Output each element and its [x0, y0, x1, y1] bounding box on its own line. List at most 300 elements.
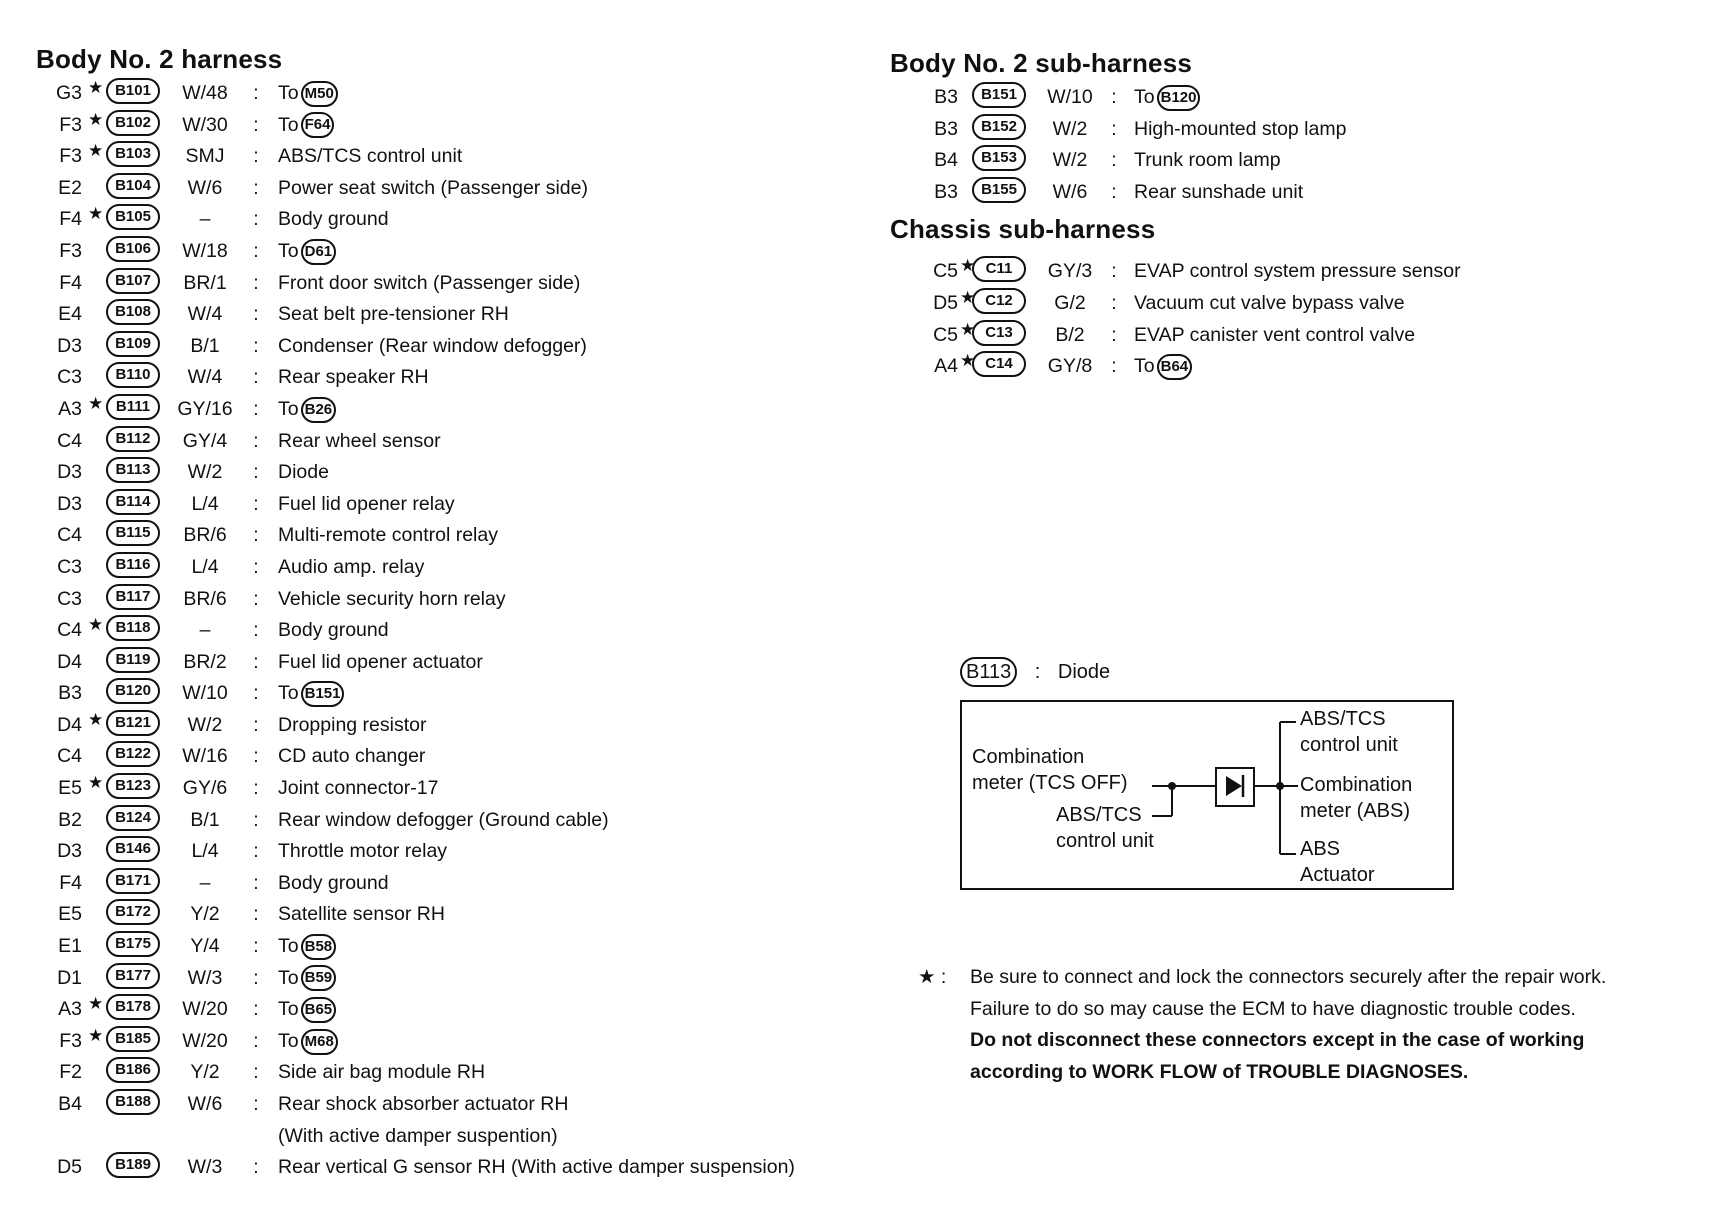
mating-connector-badge: D61: [301, 239, 337, 265]
wire-spec: Y/4: [190, 935, 220, 958]
connector-description: [278, 110, 334, 142]
to-label: To: [278, 113, 299, 136]
connector-row: [36, 931, 886, 963]
wire-spec: W/6: [1052, 180, 1088, 203]
wire-spec: W/20: [182, 1029, 228, 1052]
connector-row: [36, 615, 886, 647]
colon-separator: :: [1111, 291, 1117, 314]
connector-row: [36, 331, 886, 363]
mating-connector-badge: B151: [301, 681, 345, 707]
connector-row: [36, 1152, 886, 1184]
wire-spec: W/4: [187, 366, 223, 389]
wire-spec: W/2: [1052, 117, 1088, 140]
connector-description: Multi-remote control relay: [278, 524, 498, 547]
grid-reference: F2: [59, 1061, 82, 1084]
chassis-title: Chassis sub-harness: [890, 214, 1156, 245]
connector-row: [890, 177, 1720, 209]
mating-connector-badge: B64: [1157, 354, 1193, 380]
abs-tcs-output-label: ABS/TCS control unit: [1300, 708, 1398, 756]
to-label: To: [278, 1029, 299, 1052]
connector-row: [36, 584, 886, 616]
note-line-4: according to WORK FLOW of TROUBLE DIAGNOSES.: [970, 1060, 1469, 1083]
connector-description: Trunk room lamp: [1134, 149, 1281, 172]
colon-separator: :: [253, 176, 259, 199]
connector-description: Audio amp. relay: [278, 555, 425, 578]
grid-reference: D3: [57, 334, 82, 357]
colon-separator: :: [253, 334, 259, 357]
connector-row: [36, 710, 886, 742]
diode-caption: [960, 656, 1110, 688]
wire-spec: B/2: [1055, 323, 1085, 346]
wire-spec: W/2: [187, 461, 223, 484]
to-label: To: [278, 682, 299, 705]
grid-reference: D3: [57, 840, 82, 863]
connector-badge: B116: [106, 552, 160, 578]
connector-row: [36, 994, 886, 1026]
connector-row: [890, 288, 1720, 320]
connector-description: Fuel lid opener actuator: [278, 650, 483, 673]
star-mark: ★: [960, 287, 976, 307]
connector-badge: B106: [106, 236, 160, 262]
connector-badge: B121: [106, 710, 160, 736]
connector-description: Vacuum cut valve bypass valve: [1134, 291, 1405, 314]
grid-reference: D5: [933, 291, 958, 314]
connector-description: Rear window defogger (Ground cable): [278, 808, 609, 831]
connector-badge: B110: [106, 362, 160, 388]
star-mark: ★: [88, 204, 104, 224]
connector-badge: C13: [972, 320, 1026, 346]
connector-description: CD auto changer: [278, 745, 426, 768]
colon-separator: :: [253, 808, 259, 831]
wire-spec: GY/3: [1047, 260, 1093, 283]
connector-description: Joint connector-17: [278, 777, 439, 800]
connector-row: [36, 899, 886, 931]
colon-separator: :: [253, 840, 259, 863]
wire-spec: W/10: [182, 682, 228, 705]
connector-badge: B175: [106, 931, 160, 957]
wire-spec: W/3: [187, 1156, 223, 1179]
connector-row: [36, 426, 886, 458]
connector-badge: B108: [106, 299, 160, 325]
body-no2-harness-section: [36, 42, 886, 1184]
connector-badge: B105: [106, 204, 160, 230]
wire-spec: BR/1: [183, 271, 227, 294]
grid-reference: D4: [57, 713, 82, 736]
colon-separator: :: [1111, 260, 1117, 283]
grid-reference: B3: [934, 86, 958, 108]
connector-row: [36, 678, 886, 710]
star-note-mark: ★ :: [918, 966, 947, 988]
wire-spec: BR/6: [183, 524, 227, 547]
connector-row: [890, 114, 1720, 146]
colon-separator: :: [253, 682, 259, 705]
connector-description: Body ground: [278, 619, 389, 642]
connector-badge: B109: [106, 331, 160, 357]
connector-row: [36, 141, 886, 173]
connector-row: [36, 773, 886, 805]
colon-separator: :: [253, 1093, 259, 1115]
connector-row: [890, 320, 1720, 352]
connector-badge: B103: [106, 141, 160, 167]
grid-reference: B2: [58, 808, 82, 831]
connector-badge: B120: [106, 678, 160, 704]
colon-separator: :: [1111, 180, 1117, 203]
connector-description: [278, 931, 336, 963]
wire-spec: –: [199, 619, 211, 642]
grid-reference: F3: [59, 113, 82, 136]
connector-row: [36, 868, 886, 900]
connector-row: [890, 145, 1720, 177]
colon-separator: :: [253, 524, 259, 547]
connector-row: [36, 362, 886, 394]
wire-spec: Y/2: [190, 903, 220, 926]
star-mark: ★: [88, 109, 104, 129]
wire-spec: W/18: [182, 239, 228, 262]
combination-meter-abs-label: Combination meter (ABS): [1300, 774, 1413, 822]
colon-separator: :: [253, 113, 259, 136]
connector-badge: B178: [106, 994, 160, 1020]
wire-spec: W/20: [182, 998, 228, 1021]
connector-badge: B122: [106, 741, 160, 767]
connector-description: [278, 394, 336, 426]
diode-caption-text: Diode: [1057, 661, 1111, 683]
wire-spec: W/6: [187, 1093, 223, 1115]
connector-description: [1134, 351, 1192, 383]
description-continuation: (With active damper suspention): [278, 1124, 558, 1147]
connector-description: Seat belt pre-tensioner RH: [278, 303, 509, 326]
connector-badge: B186: [106, 1057, 160, 1083]
grid-reference: D4: [57, 650, 82, 673]
connector-badge: B102: [106, 110, 160, 136]
colon-separator: :: [253, 208, 259, 231]
grid-reference: C5: [933, 260, 958, 283]
wire-spec: W/3: [187, 966, 223, 989]
wire-spec: BR/6: [183, 587, 227, 610]
mating-connector-badge: B65: [301, 997, 337, 1023]
mating-connector-badge: B59: [301, 965, 337, 991]
section-title: Body No. 2 harness: [36, 44, 283, 74]
wire-spec: Y/2: [190, 1061, 220, 1084]
connector-badge: B113: [106, 457, 160, 483]
grid-reference: F3: [59, 239, 82, 262]
grid-reference: A4: [934, 355, 958, 378]
connector-description: Rear shock absorber actuator RH: [278, 1093, 569, 1115]
colon-separator: :: [253, 871, 259, 894]
combination-meter-tcs-label: Combination meter (TCS OFF): [972, 746, 1128, 794]
grid-reference: E1: [58, 935, 82, 958]
connector-row: [36, 647, 886, 679]
colon-separator: :: [253, 1156, 259, 1179]
wire-spec: W/2: [1052, 149, 1088, 172]
connector-badge: B107: [106, 268, 160, 294]
connector-description: [278, 78, 338, 110]
wire-spec: W/2: [187, 713, 223, 736]
colon-separator: :: [253, 777, 259, 800]
wire-spec: W/30: [182, 113, 228, 136]
connector-badge: B119: [106, 647, 160, 673]
colon-separator: :: [253, 713, 259, 736]
continuation-row: [36, 1121, 886, 1153]
colon-separator: :: [1111, 323, 1117, 346]
to-label: To: [278, 239, 299, 262]
grid-reference: C3: [57, 555, 82, 578]
connector-badge: B115: [106, 520, 160, 546]
connector-row: [36, 268, 886, 300]
connector-description: ABS/TCS control unit: [278, 145, 463, 168]
connector-row: [36, 78, 886, 110]
connector-badge: B189: [106, 1152, 160, 1178]
connector-description: [278, 678, 344, 710]
colon-separator: :: [253, 1061, 259, 1084]
wire-spec: W/10: [1047, 86, 1093, 108]
grid-reference: C3: [57, 366, 82, 389]
connector-row: [36, 457, 886, 489]
grid-reference: C5: [933, 323, 958, 346]
grid-reference: B4: [58, 1093, 82, 1115]
grid-reference: B3: [934, 117, 958, 140]
colon-separator: :: [253, 745, 259, 768]
grid-reference: G3: [55, 82, 82, 104]
diode-connector-badge: B113: [960, 657, 1017, 687]
connector-row: [36, 836, 886, 868]
connector-description: Rear sunshade unit: [1134, 180, 1304, 203]
wire-spec: L/4: [191, 840, 219, 863]
connector-badge: C12: [972, 288, 1026, 314]
connector-badge: B172: [106, 899, 160, 925]
connector-description: [278, 963, 336, 995]
grid-reference: F4: [59, 271, 82, 294]
grid-reference: A3: [58, 998, 82, 1021]
grid-reference: E5: [58, 777, 82, 800]
mating-connector-badge: F64: [301, 112, 335, 138]
connector-badge: B152: [972, 114, 1026, 140]
grid-reference: E5: [58, 903, 82, 926]
right-column: [890, 46, 1720, 383]
connector-badge: B146: [106, 836, 160, 862]
abs-actuator-label: ABS Actuator: [1300, 838, 1375, 886]
star-mark: ★: [88, 78, 104, 97]
star-mark: ★: [88, 994, 104, 1014]
sub-harness-title: Body No. 2 sub-harness: [890, 48, 1193, 78]
colon-separator: :: [1111, 355, 1117, 378]
grid-reference: F4: [59, 208, 82, 231]
to-label: To: [278, 998, 299, 1021]
connector-description: Side air bag module RH: [278, 1061, 486, 1084]
connector-badge: B185: [106, 1026, 160, 1052]
colon-separator: :: [253, 619, 259, 642]
colon-separator: :: [253, 998, 259, 1021]
wire-spec: W/48: [182, 82, 228, 104]
caption-colon: :: [1034, 661, 1041, 683]
connector-description: Rear vertical G sensor RH (With active damper suspension): [278, 1156, 795, 1179]
connector-badge: C14: [972, 351, 1026, 377]
grid-reference: C4: [57, 429, 82, 452]
grid-reference: D1: [57, 966, 82, 989]
connector-row: [36, 173, 886, 205]
wire-spec: W/4: [187, 303, 223, 326]
connector-row: [890, 351, 1720, 383]
connector-row: [890, 82, 1720, 114]
to-label: To: [278, 82, 299, 104]
connector-badge: C11: [972, 256, 1026, 282]
connector-badge: B123: [106, 773, 160, 799]
colon-separator: :: [253, 145, 259, 168]
colon-separator: :: [253, 82, 259, 104]
note-line-2: Failure to do so may cause the ECM to have diagnostic trouble codes.: [970, 997, 1576, 1020]
star-mark: ★: [960, 256, 976, 276]
connector-row: [36, 963, 886, 995]
colon-separator: :: [253, 903, 259, 926]
grid-reference: C3: [57, 587, 82, 610]
connector-description: Fuel lid opener relay: [278, 492, 455, 515]
colon-separator: :: [1111, 117, 1117, 140]
to-label: To: [1134, 86, 1155, 108]
note-line-3: Do not disconnect these connectors except in the case of working: [970, 1029, 1585, 1051]
connector-row: [36, 1089, 886, 1121]
connector-description: [278, 1026, 338, 1058]
connector-badge: B111: [106, 394, 160, 420]
connector-description: EVAP control system pressure sensor: [1134, 260, 1461, 283]
connector-description: Satellite sensor RH: [278, 903, 445, 926]
star-mark: ★: [88, 615, 104, 635]
grid-reference: B4: [934, 149, 958, 172]
colon-separator: :: [253, 303, 259, 326]
sub-harness-list: [890, 82, 1720, 208]
wire-spec: GY/6: [182, 777, 228, 800]
grid-reference: C4: [57, 619, 82, 642]
wire-spec: B/1: [190, 808, 220, 831]
connector-description: Dropping resistor: [278, 713, 427, 736]
wire-spec: BR/2: [183, 650, 227, 673]
connector-description: EVAP canister vent control valve: [1134, 323, 1416, 346]
grid-reference: C4: [57, 524, 82, 547]
to-label: To: [1134, 355, 1155, 378]
star-mark: ★: [88, 141, 104, 161]
connector-description: [1134, 82, 1200, 114]
colon-separator: :: [253, 935, 259, 958]
wire-spec: GY/16: [177, 397, 233, 420]
colon-separator: :: [253, 650, 259, 673]
colon-separator: :: [253, 366, 259, 389]
mating-connector-badge: B26: [301, 397, 337, 423]
connector-description: Body ground: [278, 871, 389, 894]
connector-description: Condenser (Rear window defogger): [278, 334, 587, 357]
mating-connector-badge: M68: [301, 1029, 338, 1055]
connector-row: [36, 552, 886, 584]
colon-separator: :: [253, 492, 259, 515]
star-mark: ★: [88, 393, 104, 413]
grid-reference: F3: [59, 145, 82, 168]
connector-row: [36, 110, 886, 142]
wire-spec: W/16: [182, 745, 228, 768]
to-label: To: [278, 397, 299, 420]
connector-row: [36, 204, 886, 236]
colon-separator: :: [253, 1029, 259, 1052]
grid-reference: E4: [58, 303, 82, 326]
grid-reference: F3: [59, 1029, 82, 1052]
colon-separator: :: [253, 271, 259, 294]
colon-separator: :: [253, 429, 259, 452]
to-label: To: [278, 966, 299, 989]
connector-badge: B112: [106, 426, 160, 452]
connector-description: Front door switch (Passenger side): [278, 271, 581, 294]
connector-row: [36, 805, 886, 837]
colon-separator: :: [253, 461, 259, 484]
connector-row: [36, 394, 886, 426]
chassis-list: [890, 256, 1720, 382]
grid-reference: C4: [57, 745, 82, 768]
wire-spec: L/4: [191, 492, 219, 515]
grid-reference: B3: [58, 682, 82, 705]
connector-badge: B151: [972, 82, 1026, 108]
mating-connector-badge: M50: [301, 81, 338, 107]
connector-row: [36, 520, 886, 552]
connector-row: [36, 1026, 886, 1058]
connector-row: [36, 299, 886, 331]
connector-description: Rear wheel sensor: [278, 429, 441, 452]
star-mark: ★: [88, 709, 104, 729]
grid-reference: D5: [57, 1156, 82, 1179]
connector-row: [890, 256, 1720, 288]
connector-description: Throttle motor relay: [278, 840, 448, 863]
connector-badge: B101: [106, 78, 160, 104]
wire-spec: L/4: [191, 555, 219, 578]
connector-badge: B188: [106, 1089, 160, 1115]
connector-row: [36, 1057, 886, 1089]
colon-separator: :: [253, 397, 259, 420]
grid-reference: A3: [58, 397, 82, 420]
star-mark: ★: [960, 351, 976, 371]
mating-connector-badge: B120: [1157, 85, 1201, 111]
wire-spec: B/1: [190, 334, 220, 357]
connector-description: Diode: [278, 461, 329, 484]
connector-badge: B177: [106, 963, 160, 989]
wire-spec: –: [199, 208, 211, 231]
connector-badge: B114: [106, 489, 160, 515]
connector-badge: B117: [106, 584, 160, 610]
mating-connector-badge: B58: [301, 934, 337, 960]
colon-separator: :: [253, 966, 259, 989]
grid-reference: D3: [57, 461, 82, 484]
grid-reference: B3: [934, 180, 958, 203]
colon-separator: :: [253, 239, 259, 262]
star-mark: ★: [960, 319, 976, 339]
diode-icon: [1226, 776, 1242, 796]
colon-separator: :: [1111, 86, 1117, 108]
connector-description: High-mounted stop lamp: [1134, 117, 1347, 140]
diode-circuit-diagram: [960, 700, 1454, 890]
wire-spec: W/6: [187, 176, 223, 199]
wire-spec: –: [199, 871, 211, 894]
connector-row: [36, 489, 886, 521]
connector-description: Body ground: [278, 208, 389, 231]
grid-reference: F4: [59, 871, 82, 894]
abs-tcs-control-label: ABS/TCS control unit: [1056, 804, 1154, 852]
connector-badge: B124: [106, 805, 160, 831]
connector-badge: B104: [106, 173, 160, 199]
connector-description: Rear speaker RH: [278, 366, 429, 389]
wire-spec: GY/4: [182, 429, 228, 452]
connector-description: Power seat switch (Passenger side): [278, 176, 588, 199]
connector-description: [278, 994, 336, 1026]
connector-list: [36, 78, 886, 1184]
grid-reference: E2: [58, 176, 82, 199]
star-mark: ★: [88, 773, 104, 793]
connector-row: [36, 236, 886, 268]
grid-reference: D3: [57, 492, 82, 515]
connector-badge: B153: [972, 145, 1026, 171]
wire-spec: G/2: [1054, 291, 1086, 314]
